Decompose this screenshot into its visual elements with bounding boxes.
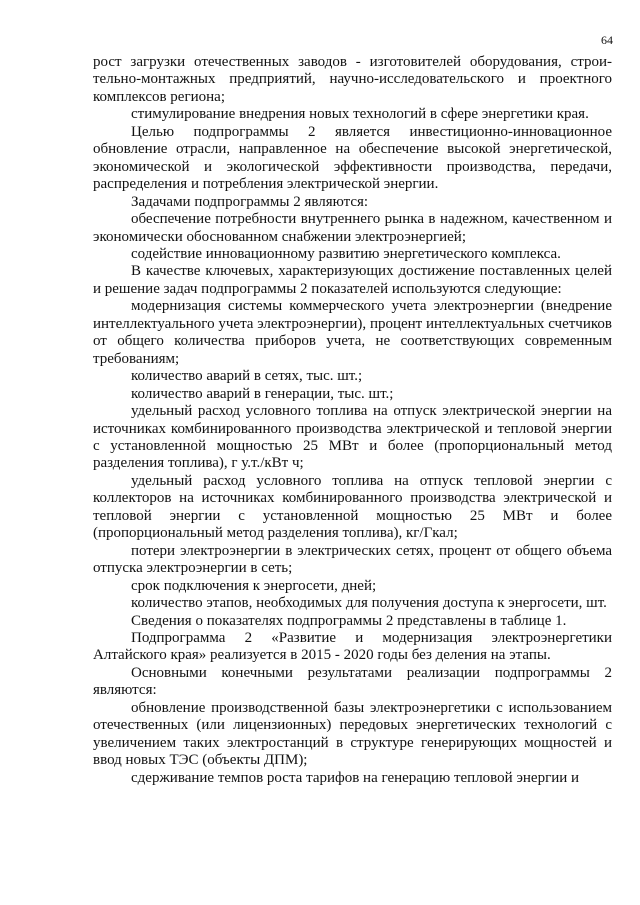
page-number: 64 [601, 33, 613, 47]
paragraph-indicator-2: количество аварий в сетях, тыс. шт.; [131, 368, 363, 385]
paragraph-indicator-6: потери электроэнергии в электрических сетях, процент от общего объема отпуска электроэнергии в сеть; [93, 542, 612, 577]
paragraph-2: стимулирование внедрения новых технологий в сфере энергетики края. [131, 106, 589, 123]
paragraph-table-ref: Сведения о показателях подпрограммы 2 представлены в таблице 1. [131, 612, 567, 629]
paragraph-result-2: сдерживание темпов роста тарифов на генерацию тепловой энергии и [131, 769, 580, 786]
paragraph-indicator-5: удельный расход условного топлива на отпуск тепловой энергии с коллекторов на источниках комбинированного производства электрической и тепловой энергии с установленной мощностью 25 МВт и более (пропорциональный метод разделения топлива), кг/Гкал; [93, 472, 612, 542]
paragraph-goal: Целью подпрограммы 2 является инвестиционно-инновационное обновление отрасли, направленное на обеспечение высокой энергетической, экономической и экологической эффективности производства, передачи, распределения и потребления электрической энергии. [93, 123, 612, 193]
paragraph-indicator-8: количество этапов, необходимых для получения доступа к энергосети, шт. [131, 595, 607, 612]
paragraph-indicator-1: модернизация системы коммерческого учета электроэнергии (внедрение интеллектуального учета электроэнергии), процент интеллектуальных счетчиков от общего количества приборов учета, не соответствующих современным требованиям; [93, 298, 612, 367]
paragraph-1: рост загрузки отечественных заводов - изготовителей оборудования, строи-тельно-монтажных предприятий, научно-исследовательского и проектного комплексов региона; [93, 54, 612, 105]
paragraph-indicator-4: удельный расход условного топлива на отпуск электрической энергии на источниках комбинированного производства электрической и тепловой энергии с установленной мощностью 25 МВт и более (пропорциональный метод разделения топлива), г у.т./кВт ч; [93, 403, 612, 472]
paragraph-task-2: содействие инновационному развитию энергетического комплекса. [131, 245, 561, 262]
paragraph-indicator-3: количество аварий в генерации, тыс. шт.; [131, 385, 394, 402]
paragraph-indicator-7: срок подключения к энергосети, дней; [131, 577, 377, 594]
paragraph-subprogram-period: Подпрограмма 2 «Развитие и модернизация электроэнергетики Алтайского края» реализуется в 2015 - 2020 годы без деления на этапы. [93, 629, 612, 664]
paragraph-results-heading: Основными конечными результатами реализации подпрограммы 2 являются: [93, 664, 612, 699]
paragraph-indicators-heading: В качестве ключевых, характеризующих достижение поставленных целей и решение задач подпрограммы 2 показателей используются следующие: [93, 263, 612, 297]
paragraph-tasks-heading: Задачами подпрограммы 2 являются: [131, 193, 369, 210]
paragraph-result-1: обновление производственной базы электроэнергетики с использованием отечественных (или лицензионных) передовых энергетических технологий с увеличением таких электростанций в структуре генерирующих мощностей и ввод новых ТЭС (объекты ДПМ); [93, 699, 612, 769]
paragraph-task-1: обеспечение потребности внутреннего рынка в надежном, качественном и экономически обоснованном снабжении электроэнергией; [93, 211, 612, 245]
document-body [93, 54, 612, 787]
